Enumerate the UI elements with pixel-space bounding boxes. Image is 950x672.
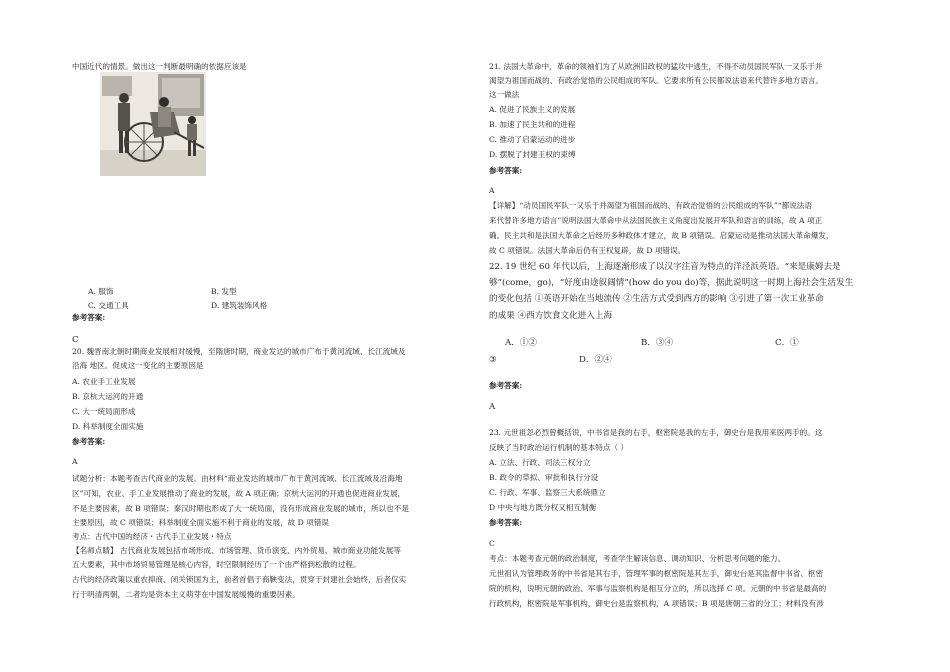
q20-analysis-line-4: 主要原因，故 C 项错误；科举制度全面实施不利于商业的发展，故 D 项错误 [72,518,329,527]
q23-analysis-line-1: 考点：本题考查元朝的政治制度，考查学生解读信息、调动知识、分析思考问题的能力。 [489,554,786,563]
q22-option-a: A．①② [505,338,537,348]
q22-option-b: B．③④ [641,338,674,348]
q20-stem-line-1: 20. 魏晋南北朝时期商业发展相对缓慢，至隋唐时期，商业发达的城市广布于黄河流域、长江流域及 [72,347,406,356]
q21-stem-line-2: 渴望为祖国而战的、有政治觉悟的公民组成的军队。它要求所有公民都说法语来代替许多地方语言。 [489,76,824,85]
q20-answer-label: 参考答案: [72,437,106,446]
q20-option-d: D. 科举制度全面实施 [72,422,144,431]
q20-answer: A [72,457,78,466]
q23-analysis-line-4: 行政机构，枢密院是军事机构，御史台是监察机构，A 项错误；B 项是唐朝三省的分工；材料没有涉 [489,599,824,608]
q22-answer: A [489,402,496,412]
q23-option-a: A. 立法、行政、司法三权分立 [489,458,591,467]
q23-option-c: C. 行政、军事、监察三大系统鼎立 [489,488,606,497]
q21-analysis-line-2: 来代替许多地方语言”说明法国大革命中从法国民族主义角度出发展开军队和语言的训练，故 A 项正 [489,216,823,225]
q20-analysis-line-2: 区”可知，农业、手工业发展推动了商业的发展，故 A 项正确；京杭大运河的开通也促进商业发展， [72,489,406,498]
q19-answer-label: 参考答案: [72,313,106,322]
q23-answer-label: 参考答案: [489,518,523,527]
q22-answer-label: 参考答案: [489,381,523,390]
q19-answer: C [72,335,79,345]
q23-stem-line-1: 23. 元世祖忽必烈曾概括说，中书省是我的右手，枢密院是我的左手，御史台是我用来医两手的。这 [489,428,823,437]
q22-stem-line-1: 22. 19 世纪 60 年代以后，上海逐渐形成了以汉字注音为特点的洋泾浜英语。“来是康姆去是 [489,262,841,272]
q20-option-c: C. 大一统局面形成 [72,407,136,416]
q23-analysis-line-3: 院的机构，说明元朝的政治、军事与监察机构是相互分立的，所以选择 C 项。元朝的中书省是最高的 [489,584,827,593]
q20-analysis-line-1: 试题分析：本题考查古代商业的发展。由材料“商业发达的城市广布于黄河流域、长江流域及沿海地 [72,474,403,483]
q22-stem-line-2: 够”(come，go)，“好度由途叙阔情”(how do you do)等，据此说明这一时期上海社会生活发生 [489,278,854,288]
q23-option-d: D 中央与地方既分权又相互制衡 [489,503,597,512]
q21-analysis-line-4: 故 C 项错误。法国大革命后仍有王权复辟，故 D 项错误。 [489,246,686,255]
q19-option-c: C. 交通工具 [88,301,129,310]
q21-option-a: A. 促进了民族主义的发展 [489,105,576,114]
q23-analysis-line-2: 元世祖认为管理政务的中书省是其右手，管理军事的枢密院是其左手，御史台是其监督中书省、枢密 [489,569,824,578]
q21-answer: A [489,186,495,195]
q20-analysis-line-6: 【名师点睛】 古代商业发展包括市场形成、市场管理、货币演变、内外贸易、城市商业功能发展等 [72,546,401,555]
q19-stem-tail: 中国近代的情景。做出这一判断最明确的依据应该是 [72,62,247,71]
rickshaw-photo [100,72,206,176]
q19-option-b: B. 发型 [211,287,237,296]
q21-stem-line-1: 21. 法国大革命中，革命的领袖们为了从欧洲旧政权的猛攻中逃生，不得不动员国民军队一又乐于并 [489,62,823,71]
q21-stem-line-3: 这一做法 [489,90,520,99]
q22-option-c: C．① [775,338,799,348]
q21-option-c: C. 推动了启蒙运动的进步 [489,135,576,144]
q20-analysis-line-3: 不是主要因素，故 B 项错误；秦汉时期也形成了大一统局面，没有形成商业发展的城市，所以也不是 [72,504,409,513]
q20-analysis-line-5: 考点：古代中国的经济・古代手工业发展・特点 [72,532,232,541]
q23-option-b: B. 政令的草拟、审批和执行分设 [489,473,599,482]
q21-option-b: B. 加速了民主共和的进程 [489,120,576,129]
q20-analysis-line-9: 行于明清两朝，二者均是资本主义萌芽在中国发展缓慢的重要因素。 [72,590,300,599]
q19-option-a: A. 服饰 [88,287,114,296]
q20-stem-line-2: 沿海 地区。促成这一变化的主要原因是 [72,361,204,370]
q21-analysis-line-1: 【详解】“动员国民军队一又乐于并渴望为祖国而战的、有政治觉悟的公民组成的军队”“都说法语 [489,201,812,210]
q20-option-a: A. 农业手工业发展 [72,377,136,386]
q23-stem-line-2: 反映了当时政治运行机制的基本特点（ ） [489,443,629,452]
q20-analysis-line-8: 古代的经济政策以重农抑商、闭关锁国为主，前者首倡于商鞅变法，贯穿于封建社会始终，后者仅实 [72,575,407,584]
q20-option-b: B. 京杭大运河的开通 [72,392,144,401]
q20-analysis-line-7: 五大要素，其中市场贸易管理是核心内容，时空限制经历了一个由严格到松散的过程。 [72,560,361,569]
q22-stem-line-4: 的成果 ④西方饮食文化进入上海 [489,311,613,321]
q22-option-d: D．②④ [579,355,612,365]
q22-option-c-continued: ③ [489,355,497,365]
q21-answer-label: 参考答案: [489,166,523,175]
q21-analysis-line-3: 确。民主共和是法国大革命之后经历多种政体才建立，故 B 项错误。启蒙运动是推动法国大革命爆发， [489,231,834,240]
q19-option-d: D. 建筑装饰风格 [211,301,268,310]
q21-option-d: D. 摆脱了封建王权的束缚 [489,150,576,159]
q23-answer: C [489,539,495,548]
q22-stem-line-3: 的变化包括 ①英语开始在当地流传 ②生活方式受到西方的影响 ③引进了第一次工业革命 [489,294,824,304]
